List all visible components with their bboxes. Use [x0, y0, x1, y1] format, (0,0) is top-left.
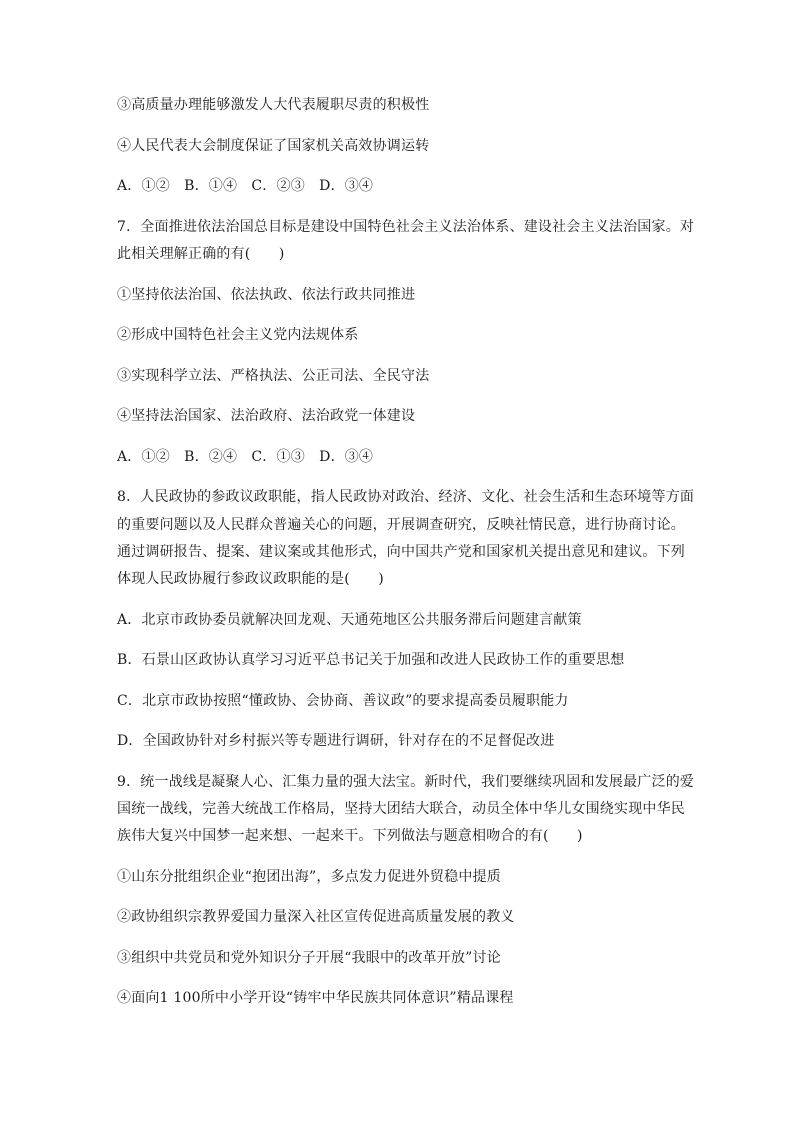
text-line: ①山东分批组织企业“抱团出海”，多点发力促进外贸稳中提质: [117, 869, 501, 885]
text-line: ②政协组织宗教界爱国力量深入社区宣传促进高质量发展的教义: [117, 909, 515, 925]
question-9-line: 9．统一战线是凝聚人心、汇集力量的强大法宝。新时代，我们要继续巩固和发展最广泛的爱: [117, 774, 695, 790]
text-line: A．①② B．①④ C．②③ D．③④: [117, 178, 374, 194]
text-line: C．北京市政协按照“懂政协、会协商、善议政”的要求提高委员履职能力: [117, 693, 569, 709]
text-line: ④人民代表大会制度保证了国家机关高效协调运转: [117, 138, 430, 154]
text-line: ②形成中国特色社会主义党内法规体系: [117, 327, 359, 343]
question-7-line: 7．全面推进依法治国总目标是建设中国特色社会主义法治体系、建设社会主义法治国家。对: [117, 219, 695, 235]
question-8-line: 通过调研报告、提案、建议案或其他形式，向中国共产党和国家机关提出意见和建议。下列: [117, 544, 685, 560]
text-line: ④面向1 100所中小学开设“铸牢中华民族共同体意识”精品课程: [117, 990, 514, 1006]
text-line: ③实现科学立法、严格执法、公正司法、全民守法: [117, 368, 430, 384]
text-line: B．石景山区政协认真学习习近平总书记关于加强和改进人民政协工作的重要思想: [117, 652, 625, 668]
question-8-line: 的重要问题以及人民群众普遍关心的问题，开展调查研究，反映社情民意，进行协商讨论。: [117, 517, 685, 533]
text-line: A．①② B．②④ C．①③ D．③④: [117, 449, 374, 465]
text-line: ④坚持法治国家、法治政府、法治政党一体建设: [117, 408, 416, 424]
question-9-line: 国统一战线，完善大统战工作格局，坚持大团结大联合，动员全体中华儿女围绕实现中华民: [117, 801, 685, 817]
text-line: A．北京市政协委员就解决回龙观、天通苑地区公共服务滞后问题建言献策: [117, 612, 582, 628]
question-8-line: 体现人民政协履行参政议政职能的是( ): [117, 571, 384, 587]
question-9-line: 族伟大复兴中国梦一起来想、一起来干。下列做法与题意相吻合的有( ): [117, 828, 583, 844]
text-line: ①坚持依法治国、依法执政、依法行政共同推进: [117, 287, 416, 303]
question-7-line: 此相关理解正确的有( ): [117, 246, 285, 262]
question-8-line: 8．人民政协的参政议政职能，指人民政协对政治、经济、文化、社会生活和生态环境等方面: [117, 489, 695, 505]
text-line: D．全国政协针对乡村振兴等专题进行调研，针对存在的不足督促改进: [117, 733, 555, 749]
text-line: ③高质量办理能够激发人大代表履职尽责的积极性: [117, 97, 430, 113]
text-line: ③组织中共党员和党外知识分子开展“我眼中的改革开放”讨论: [117, 950, 501, 966]
